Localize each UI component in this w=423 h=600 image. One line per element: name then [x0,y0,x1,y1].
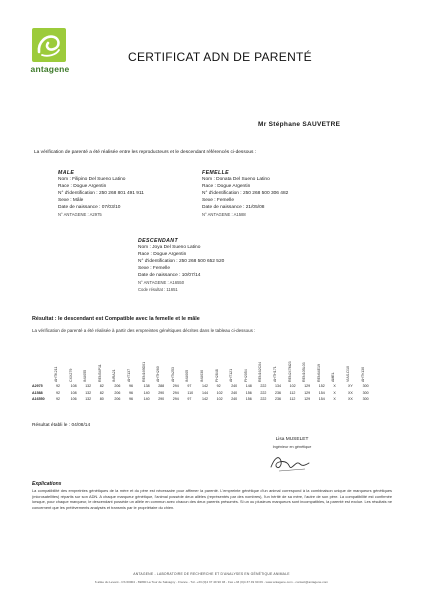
female-antagene-number: N° ANTAGENE : A1588 [202,212,246,217]
genotype-cell: 132 [85,384,92,388]
genotype-cell: 96 [129,390,133,395]
genotype-row [32,384,369,388]
genotype-cell: 300 [362,384,369,388]
descendant-section [138,238,224,293]
signatory-name: Lisa MUSELET [275,437,309,442]
intro-text: La vérification de parenté a été réalisée entre les reproducteurs et le descendant référencés ci-dessous : [34,150,257,155]
descendant-birthdate: Date de naissance : 10/07/14 [138,273,201,278]
marker-header [275,350,285,382]
marker-header [231,350,241,382]
genotype-cell: 92 [56,384,60,388]
genotype-cell: 110 [187,390,194,395]
genotype-cell: 134 [275,384,281,388]
genotype-cell: 290 [158,390,165,395]
genotype-cell: 294 [172,397,179,401]
genotype-cell: 236 [275,397,281,401]
genotype-cell: 82 [99,384,104,388]
genotype-cell: 129 [304,397,311,401]
marker-header-label: AHTh130 [360,366,365,382]
marker-header-label: INRA21 [112,369,117,382]
marker-header [348,350,358,382]
genotype-cell: 300 [362,390,369,395]
genotype-cell: 102 [216,390,223,395]
genotype-cell: 97 [187,397,192,401]
genotype-cell: 206 [114,397,121,401]
explanations-heading: Explications [32,481,62,487]
marker-header-label: INU005 [185,369,190,382]
male-breed: Race : Dogue Argentin [58,184,107,189]
genotype-cell: 129 [304,390,311,395]
genotype-cell: 80 [99,397,104,401]
genotype-cell: 96 [129,384,133,388]
genotype-cell: 132 [85,390,92,395]
genotype-cell: 152 [318,384,325,388]
genotype-cell: 222 [260,390,267,395]
female-section [202,170,288,218]
genotype-cell: 102 [289,384,296,388]
marker-header-label: REN105L03 [302,362,307,382]
marker-header [316,350,329,382]
descendant-breed: Race : Dogue Argentin [138,252,187,257]
marker-header [202,350,212,382]
genotype-cell: 142 [202,384,208,388]
genotype-row-label: A2975 [32,384,43,388]
table-intro: La vérification de parenté a été réalisée à partir des empreintes génétiques décrites dans le tableau ci-dessous : [32,328,256,333]
female-heading: FEMELLE [202,170,230,176]
genotype-cell: 142 [202,397,208,401]
marker-header [68,350,81,382]
genotype-cell: 138 [143,384,150,388]
marker-header [333,350,343,382]
genotype-cell: XY [348,384,353,388]
male-id: N° d'identification : 250 268 801 491 911 [58,191,144,196]
explanations-text: La compatibilité des empreintes génétiques de la mère et du père est nécessaire pour affirmer la parenté. L'empreinte génétique d'un animal correspond à la combinaison unique de marqueurs génétiques (microsatellites) répartis sur son ADN. A chaque marqueur génétique, l'animal possède deux allèles (représentés par des nombres), l'un hérité de sa mère, l'autre de son père. La compatibilité est confirmée lorsque, pour chaque marqueur, le descendant possède un allèle en commun avec chacun des deux parents présumés. Si un ou plusieurs marqueurs sont incompatibles, la parenté est exclue. Les résultats ne concernent que les prélèvements analysés et transmis par le propriétaire du chien. [32,488,392,510]
genotype-cell: 240 [231,384,238,388]
genotype-cell: 154 [318,390,325,395]
marker-header-label: AHTH260 [156,366,161,382]
marker-header-label: REN247M23 [287,361,292,382]
female-id: N° d'identification : 250 268 500 306 482 [202,191,289,196]
genotype-cell: 96 [129,397,133,401]
female-name: Nom : Donata Del Sueno Latino [202,177,270,182]
genotype-cell: 290 [158,397,165,401]
footer-contact: 6 allée du Levant - CS 60004 - 69890 La Tour de Salvagny - France - Tél. +33 (0)4 37 49 90 03 - Fax +33 (0)4 37 49 90 09 - www.antagene.com - contact@antagene.com [94,580,329,584]
signature-scribble-icon [265,451,315,475]
result-statement: Résultat : le descendant est Compatible avec la femelle et le mâle [32,316,200,322]
genotype-cell: 140 [143,397,150,401]
marker-header [287,350,300,382]
genotype-cell: 112 [289,397,296,401]
marker-header [260,350,270,382]
genotype-cell: 106 [70,397,77,401]
genotype-cell: 148 [245,384,252,388]
marker-header [304,350,314,382]
marker-header-label: FH2054 [243,369,248,382]
descendant-id: N° d'identification : 250 268 500 652 520 [138,259,225,264]
genotype-cell: 294 [172,390,179,395]
male-heading: MALE [58,170,75,176]
male-section [58,170,144,218]
marker-header [360,350,373,382]
logo-text: antagene [30,64,70,74]
descendant-name: Nom : Joya Del Sueno Latino [138,245,201,250]
marker-header [129,350,139,382]
genotype-cell: 240 [231,397,238,401]
genotype-cell: 97 [187,384,192,388]
genotype-cell: 108 [70,384,77,388]
genotype-cell: 82 [99,390,104,395]
footer-lab-name: ANTAGENE - LABORATOIRE DE RECHERCHE ET D'ANALYSES EN GÉNÉTIQUE ANIMALE [133,572,290,576]
marker-header-label: AHTk253 [170,367,175,382]
genotype-cell: 144 [202,390,208,395]
marker-header-label: REN54P11 [97,364,102,382]
genotype-row [32,390,369,395]
marker-header-label: AHTH171 [273,366,277,382]
signatory-role: Ingénieur en génétique [272,445,312,449]
marker-header [170,350,183,382]
genotype-cell: 132 [85,397,92,401]
genotype-cell: XX [348,390,353,395]
genotype-row [32,397,369,401]
antagene-logo-icon [32,28,66,62]
genotype-cell: 240 [231,390,238,395]
male-birthdate: Date de naissance : 07/03/10 [58,205,121,210]
marker-header-label: AHT121 [229,368,234,382]
marker-header [114,350,124,382]
male-sex: Sexe : Mâle [58,198,84,203]
genotype-cell: 156 [245,397,252,401]
marker-header [187,350,197,382]
descendant-antagene-number: N° ANTAGENE : A16550 [138,280,185,285]
genotype-cell: 156 [245,390,252,395]
genotype-cell: 222 [260,384,267,388]
genotype-cell: 206 [114,390,121,395]
genotype-cell: X [333,384,336,388]
female-breed: Race : Dogue Argentin [202,184,251,189]
genotype-cell: X [333,390,336,395]
genotype-cell: 140 [143,390,150,395]
marker-header-label: FH2848 [214,369,219,382]
marker-header [56,350,66,382]
marker-header-label: INU030 [200,369,204,382]
result-date: Résultat établi le : 04/08/14 [32,423,91,428]
genotype-cell: 92 [56,397,60,401]
descendant-heading: DESCENDANT [138,238,179,244]
genotype-cell: 108 [70,390,77,395]
marker-header-label: INU055 [83,369,88,382]
genotype-cell: 102 [216,397,223,401]
owner-name: Mr Stéphane SAUVETRE [258,121,341,128]
genotype-cell: 154 [318,397,325,401]
genotype-cell: 288 [158,384,165,388]
marker-header-label: REN162C04 [258,361,263,382]
marker-header [243,350,256,382]
marker-header [97,350,110,382]
genotype-row-label: A1588 [32,390,43,395]
marker-header [214,350,227,382]
genotype-cell: 206 [114,384,121,388]
genotype-row-label: A16550 [32,397,45,401]
genotype-cell: 129 [304,384,311,388]
female-sex: Sexe : Femelle [202,198,234,203]
genotype-cell: X [333,397,336,401]
genotype-cell: 294 [172,384,179,388]
page-title: CERTIFICAT ADN DE PARENTÉ [128,50,312,64]
marker-header-label: AMEL [331,372,336,382]
genotype-cell: 92 [56,390,60,395]
genotype-cell: 112 [289,390,296,395]
genotype-cell: 300 [362,397,369,401]
marker-header-label: AHTK211 [54,366,58,382]
female-birthdate: Date de naissance : 21/05/08 [202,205,265,210]
marker-header [158,350,168,382]
genotype-cell: XX [348,397,353,401]
marker-header-label: REN169D01 [141,361,146,382]
genotype-cell: 92 [216,384,221,388]
marker-header-label: VIAS-D10 [346,366,350,382]
marker-header [141,350,154,382]
descendant-result-code: Code résultat : 11651 [138,287,178,292]
marker-table [32,350,377,404]
descendant-sex: Sexe : Femelle [138,266,170,271]
male-antagene-number: N° ANTAGENE : A2975 [58,212,102,217]
marker-header [85,350,95,382]
male-name: Nom : Filipino Del Sueno Latino [58,177,126,182]
antagene-logo [26,28,74,88]
marker-header-label: AHT137 [127,368,131,382]
marker-header-label: CXX279 [68,368,73,382]
genotype-cell: 236 [275,390,281,395]
marker-header-label: REN64E19 [316,364,321,382]
genotype-cell: 222 [260,397,267,401]
